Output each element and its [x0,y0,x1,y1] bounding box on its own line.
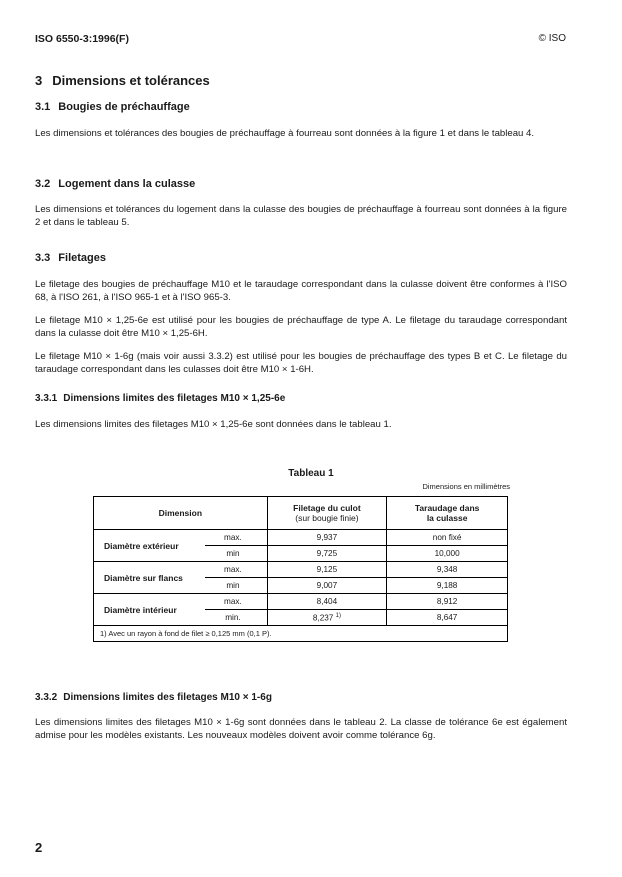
row-label: Diamètre intérieur [94,594,206,626]
table-row [94,530,508,546]
limit-label: max. [205,594,267,610]
row-label: Diamètre extérieur [94,530,206,562]
section-3-1-paragraph: Les dimensions et tolérances des bougies de préchauffage à fourreau sont données à la figure 1 et dans le tableau 4. [35,128,535,139]
section-3-heading [35,73,210,88]
limit-label: max. [205,562,267,578]
section-number: 3 [35,73,43,88]
section-3-3-2-paragraph: Les dimensions limites des filetages M10 × 1-6g sont données dans le tableau 2. La classe de tolérance 6e est également admise pour les modèles existants. Les nouveaux modèles doivent avoir comme tolérance 6g. [35,717,567,741]
table-caption: Tableau 1 [288,468,334,479]
header-culot-line1: Filetage du culot [293,503,361,513]
culot-value: 9,725 [267,546,387,562]
section-3-3-paragraph-1: Le filetage des bougies de préchauffage M10 et le taraudage correspondant dans la culasse doivent être conformes à l'ISO 68, à l'ISO 261, à l'ISO 965-1 et à l'ISO 965-3. [35,279,567,303]
limit-label: min [205,578,267,594]
section-3-3-paragraph-3: Le filetage M10 × 1-6g (mais voir aussi 3.3.2) est utilisé pour les bougies de préchauffage des types B et C. Le filetage du taraudage correspondant dans les culasses doit être M10 × 1-6H. [35,351,567,375]
limit-label: max. [205,530,267,546]
taraudage-value: 8,912 [387,594,508,610]
section-number: 3.3.2 [35,692,58,703]
section-title: Dimensions limites des filetages M10 × 1,25-6e [63,393,286,404]
table-row [94,562,508,578]
taraudage-value: 10,000 [387,546,508,562]
section-3-3-1-heading [35,393,285,404]
header-culot [267,497,387,530]
section-number: 3.2 [35,178,51,190]
culot-value: 8,404 [267,594,387,610]
section-number: 3.1 [35,101,51,113]
header-dimension: Dimension [94,497,268,530]
table-footnote-row [94,626,508,642]
table-row [94,594,508,610]
section-number: 3.3.1 [35,393,58,404]
header-taraudage [387,497,508,530]
header-culot-line2: (sur bougie finie) [295,513,359,523]
table-header-row [94,497,508,530]
taraudage-value: non fixé [387,530,508,546]
section-3-2-paragraph: Les dimensions et tolérances du logement dans la culasse des bougies de préchauffage à fourreau sont données à la figure 2 et dans le tableau 5. [35,204,567,228]
taraudage-value: 9,348 [387,562,508,578]
culot-value [267,610,387,626]
section-3-3-2-heading [35,692,272,703]
culot-value: 9,125 [267,562,387,578]
section-title: Filetages [58,252,106,264]
header-taraudage-line2: la culasse [426,513,468,523]
taraudage-value: 8,647 [387,610,508,626]
table-units: Dimensions en millimètres [422,482,510,491]
row-label: Diamètre sur flancs [94,562,206,594]
section-number: 3.3 [35,252,51,264]
copyright-mark: © ISO [538,33,566,44]
page-number: 2 [35,840,43,855]
culot-value-text: 8,237 [312,613,334,623]
section-3-3-heading [35,252,106,264]
section-3-3-1-paragraph: Les dimensions limites des filetages M10 × 1,25-6e sont données dans le tableau 1. [35,419,392,430]
limit-label: min. [205,610,267,626]
table-footnote: 1) Avec un rayon à fond de filet ≥ 0,125 mm (0,1 P). [94,626,508,642]
section-title: Dimensions limites des filetages M10 × 1-6g [63,692,272,703]
culot-value: 9,937 [267,530,387,546]
section-3-3-paragraph-2: Le filetage M10 × 1,25-6e est utilisé pour les bougies de préchauffage de type A. Le filetage du taraudage correspondant dans la culasse doit être M10 × 1,25-6H. [35,315,567,339]
section-title: Logement dans la culasse [58,178,196,190]
table-1 [93,496,508,642]
section-3-1-heading [35,101,190,113]
taraudage-value: 9,188 [387,578,508,594]
culot-value: 9,007 [267,578,387,594]
standard-reference: ISO 6550-3:1996(F) [35,33,129,45]
footnote-ref: 1) [335,612,341,619]
section-title: Dimensions et tolérances [52,73,210,88]
limit-label: min [205,546,267,562]
section-title: Bougies de préchauffage [58,101,190,113]
section-3-2-heading [35,178,195,190]
header-taraudage-line1: Taraudage dans [414,503,480,513]
